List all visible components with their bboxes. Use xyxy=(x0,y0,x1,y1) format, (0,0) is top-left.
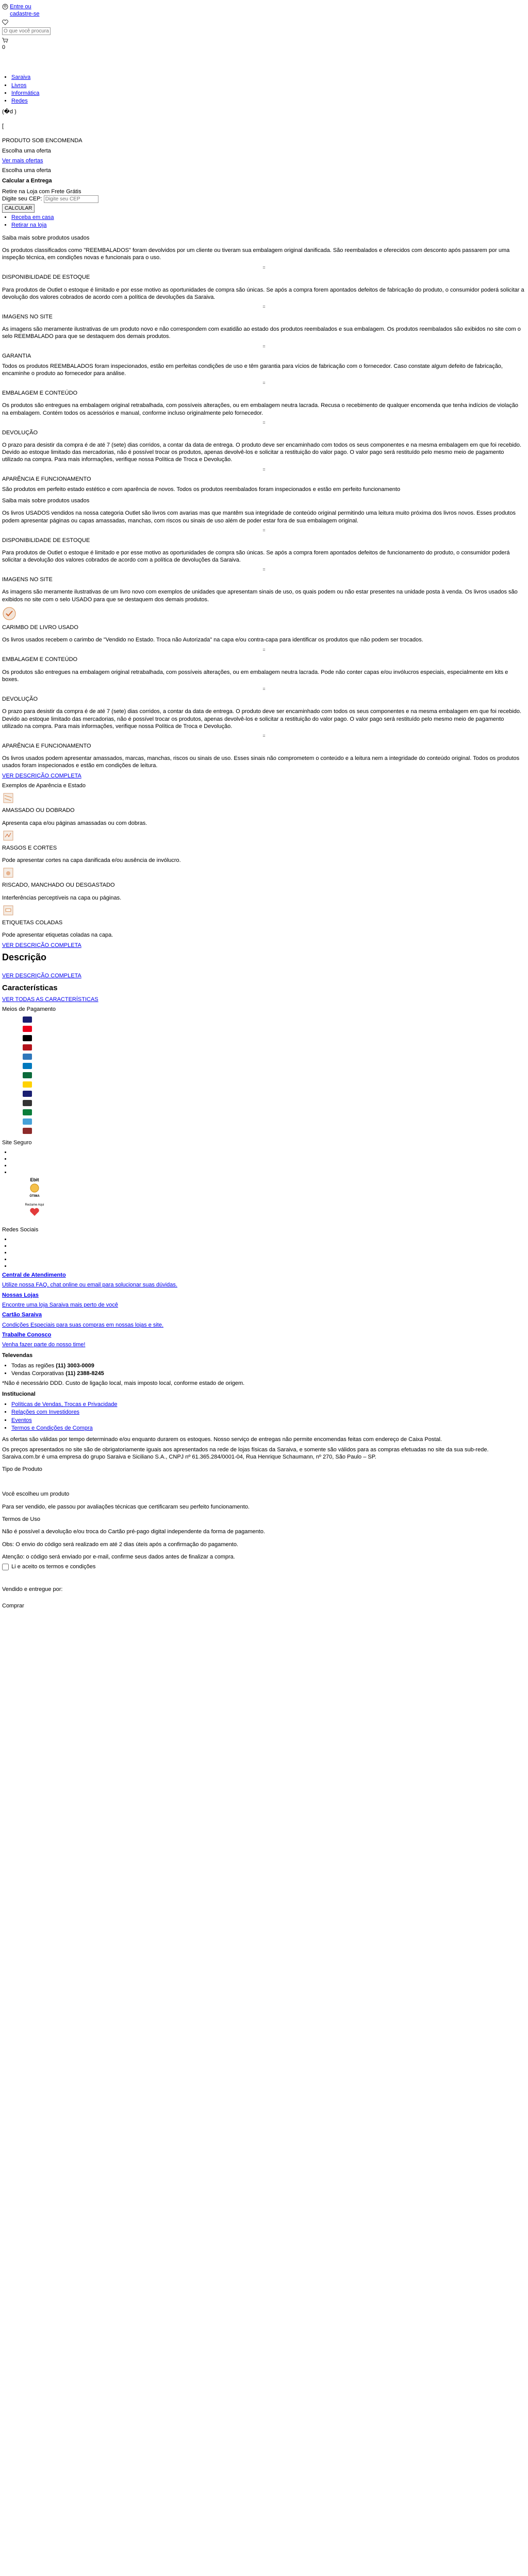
breadcrumb-item[interactable]: Redes xyxy=(11,98,28,105)
heart-seal-icon xyxy=(29,1208,40,1217)
terms-title: Termos de Uso xyxy=(2,1516,40,1523)
delivery-title: Calcular a Entrega xyxy=(2,178,52,184)
breadcrumb xyxy=(2,74,526,105)
telesales-item: • Todas as regiões (11) 3003-0009 xyxy=(11,1362,526,1369)
institutional-link[interactable]: Políticas de Vendas, Trocas e Privacidade xyxy=(11,1401,118,1408)
example-3-title: RISCADO, MANCHADO OU DESGASTADO xyxy=(2,882,115,889)
section-separator: = xyxy=(262,567,266,572)
social-youtube-icon[interactable] xyxy=(11,1256,526,1262)
calculate-button[interactable]: CALCULAR xyxy=(2,204,35,213)
evaluated-text: Para ser vendido, ele passou por avaliações técnicas que certificaram seu perfeito funcionamento. xyxy=(2,1503,250,1510)
reclame-aqui-label: Reclame Aqui xyxy=(25,1204,44,1207)
delivery-option-home[interactable]: Receba em casa xyxy=(11,214,54,221)
warranty-text: Todos os produtos REEMBALADOS foram inspecionados, estão em perfeitas condições de uso e têm garantia para vícios de fabricação com o fornecedor. Caso constate algum defeito de fabricação, encaminhe o produto ao fornecedor para análise. xyxy=(2,363,503,377)
legal-text-1: As ofertas são válidas por tempo determinado e/ou enquanto durarem os estoques. Nosso serviço de entregas não permite encomendas feitas com endereço de Caixa Postal. xyxy=(2,1436,442,1443)
offer-label: Escolha uma oferta xyxy=(2,147,51,154)
header xyxy=(2,3,526,105)
delivery-option-store[interactable]: Retirar na loja xyxy=(11,222,47,229)
used-info-title: Saiba mais sobre produtos usados xyxy=(2,234,90,241)
cart-count: 0 xyxy=(2,44,6,51)
ebit-seal-top: Ebit xyxy=(30,1177,39,1183)
section-separator: = xyxy=(262,304,266,310)
secure-list-item xyxy=(11,1149,526,1155)
attention-text: Atenção: o código será enviado por e-mail, confirme seus dados antes de finalizar a compra. xyxy=(2,1553,235,1560)
used-books-text: Os livros USADOS vendidos na nossa categoria Outlet são livros com avarias mas que mantêm sua integridade de conteúdo original permitindo uma leitura muito próxima dos livros novos. Esses produtos podem apresentar páginas ou capas amassadas, manchas, com riscos ou sinais de uso além de poder estar fora de sua embalagem original. xyxy=(2,510,516,524)
social-twitter-icon[interactable] xyxy=(11,1243,526,1249)
example-2-title: RASGOS E CORTES xyxy=(2,844,57,851)
section-separator: = xyxy=(262,380,266,386)
description-section xyxy=(2,952,526,980)
payment-logo-visa xyxy=(23,1016,32,1023)
section-separator: = xyxy=(262,466,266,472)
rating-paren-icon: ( xyxy=(2,108,4,115)
used-info-title-2: Saiba mais sobre produtos usados xyxy=(2,498,90,504)
example-4-title: ETIQUETAS COLADAS xyxy=(2,920,63,926)
stock-text-2: Para produtos de Outlet o estoque é limitado e por esse motivo as oportunidades de compra são únicas. Se após a compra forem apontados defeitos de funcionamento do produto, o consumidor poderá solicitar a devolução dos valores cobrados de acordo com a política de devoluções da Saraiva. xyxy=(2,549,510,564)
payment-logo-mastercard xyxy=(23,1026,32,1032)
accept-terms-checkbox[interactable] xyxy=(2,1564,9,1570)
characteristics-section xyxy=(2,983,526,1004)
torn-book-image xyxy=(2,830,15,841)
return-title-2: DEVOLUÇÃO xyxy=(2,696,38,702)
section-separator: = xyxy=(262,264,266,270)
label-book-image xyxy=(2,905,15,916)
social-title: Redes Sociais xyxy=(2,1226,39,1233)
sold-by-text: Vendido e entregue por: xyxy=(2,1586,63,1592)
institutional-link[interactable]: Termos e Condições de Compra xyxy=(11,1425,93,1431)
social-facebook-icon[interactable] xyxy=(11,1236,526,1242)
return-text: O prazo para desistir da compra é de até 7 (sete) dias corridos, a contar da data de entrega. O produto deve ser encaminhado com todos os seus componentes e na mesma embalagem em que foi recebido. Devido ao estoque limitado das mercadorias, não é possível trocar os produtos, apenas devolvê-los e solicitar a restituição do valor pago. O valor pago será restituído pelo mesmo meio de pagamento utilizado na compra. Para mais informações, verifique nossa Política de Troca e Devolução. xyxy=(2,442,522,463)
central-title[interactable]: Central de Atendimento xyxy=(2,1272,66,1279)
card-title[interactable]: Cartão Saraiva xyxy=(2,1312,42,1318)
images-text: As imagens são meramente ilustrativas de um produto novo e não correspondem com exatidão ao estado dos produtos reembalados e sua embalagem. Os produtos reembalados são exibidos no site com o selo REEMBALADO para que se destaquem dos demais produtos. xyxy=(2,326,521,340)
payment-logo-boleto xyxy=(23,1100,32,1106)
secure-list xyxy=(2,1149,526,1175)
terms-text-2: Obs: O envio do código será realizado em até 2 dias úteis após a confirmação do pagamento. xyxy=(2,1541,238,1548)
section-separator: = xyxy=(262,733,266,739)
payment-logo-jcb xyxy=(23,1072,32,1078)
crumpled-book-image xyxy=(2,792,15,804)
stamp-title: CARIMBO DE LIVRO USADO xyxy=(2,624,78,631)
stock-text: Para produtos de Outlet o estoque é limitado e por esse motivo as oportunidades de compra são únicas. Se após a compra forem apontados defeitos de fabricação do produto, o consumidor poderá solicitar a devolução dos valores cobrados de acordo com a política de devoluções da Saraiva. xyxy=(2,286,524,300)
cep-label: Digite seu CEP: xyxy=(2,196,42,202)
encomenda-label: PRODUTO SOB ENCOMENDA xyxy=(2,138,82,144)
institutional-link[interactable]: Relações com Investidores xyxy=(11,1409,80,1416)
payment-logo-diners xyxy=(23,1063,32,1069)
characteristics-title: Características xyxy=(2,983,58,992)
section-separator: = xyxy=(262,647,266,652)
telesales-list xyxy=(2,1362,526,1378)
offer-label-2: Escolha uma oferta xyxy=(2,167,51,174)
section-separator: = xyxy=(262,419,266,425)
payment-title: Meios de Pagamento xyxy=(2,1006,56,1013)
warranty-title: GARANTIA xyxy=(2,353,31,360)
buy-button[interactable]: Comprar xyxy=(2,1602,24,1609)
return-title: DEVOLUÇÃO xyxy=(2,429,38,436)
full-description-link-2[interactable]: VER DESCRIÇÃO COMPLETA xyxy=(2,942,81,948)
used-info-section xyxy=(2,234,526,949)
description-more-link[interactable]: VER DESCRIÇÃO COMPLETA xyxy=(2,973,81,979)
pickup-free-text: Retire na Loja com Frete Grátis xyxy=(2,188,81,195)
card-text[interactable]: Condições Especiais para suas compras em nossas lojas e site. xyxy=(2,1321,164,1328)
images-title-2: IMAGENS NO SITE xyxy=(2,577,53,583)
packaging-text: Os produtos são entregues na embalagem original retrabalhada, com possíveis alterações, ou em embalagem neutra lacrada. Recusa o recebimento de qualquer encomenda que tenha indícios de violação na embalagem. Contém todos os acessórios e manual, conforme incluso originalmente pelo fornecedor. xyxy=(2,402,518,416)
social-pinterest-icon[interactable] xyxy=(11,1263,526,1269)
description-title: Descrição xyxy=(2,952,47,962)
stamp-text: Os livros usados recebem o carimbo de "Vendido no Estado. Troca não Autorizada" na capa e/ou contra-capa para identificar os produtos que não podem ser trocados. xyxy=(2,637,423,643)
accept-terms-label[interactable]: Li e aceito os termos e condições xyxy=(11,1564,96,1570)
product-type-title: Tipo de Produto xyxy=(2,1466,42,1473)
delivery-options xyxy=(2,214,526,229)
user-icon xyxy=(2,4,8,10)
appearance-text-2: Os livros usados podem apresentar amassados, marcas, manchas, riscos ou sinais de uso. Esses sinais não comprometem o conteúdo e a leitura nem a integridade do conteúdo original. Todos os produtos usados foram inspecionados e estão em condições de leitura. xyxy=(2,755,520,769)
legal-text-2: Os preços apresentados no site são de obrigatoriamente iguais aos apresentados na rede de lojas físicas da Saraiva, e somente são válidos para as compras efetuadas no site da sua sub-rede. Saraiva.com.br é uma empresa do grupo Saraiva e Siciliano S.A., CNPJ nº 61.365.284/0001-04, Rua Henrique Schaumann, nº 270, São Paulo – SP. xyxy=(2,1446,489,1460)
payment-logo-american-express xyxy=(23,1054,32,1060)
secure-site-title: Site Seguro xyxy=(2,1139,32,1146)
jobs-text[interactable]: Venha fazer parte do nosso time! xyxy=(2,1342,86,1348)
packaging-title: EMBALAGEM E CONTEÚDO xyxy=(2,389,78,396)
packaging-title-2: EMBALAGEM E CONTEÚDO xyxy=(2,656,78,663)
price-bracket: [ xyxy=(2,123,4,129)
payment-logo-saraiva-card xyxy=(23,1128,32,1134)
section-separator: = xyxy=(262,343,266,349)
breadcrumb-item[interactable]: Livros xyxy=(11,82,27,89)
example-1-text: Apresenta capa e/ou páginas amassadas ou com dobras. xyxy=(2,820,147,826)
ebit-seal-bottom: ÓTIMA xyxy=(29,1194,40,1198)
heart-icon[interactable] xyxy=(2,20,8,25)
payment-logo-visa-electron xyxy=(23,1091,32,1097)
breadcrumb-item[interactable]: Saraiva xyxy=(11,74,31,81)
more-offers-link[interactable]: Ver mais ofertas xyxy=(2,157,43,164)
social-list xyxy=(2,1236,526,1269)
used-info-intro: Os produtos classificados como "REEMBALADOS" foram devolvidos por um cliente ou tiveram sua embalagem original danificada. São reembalados e oferecidos com desconto após passarem por uma inspeção técnica, em condições novas e funcionais para o uso. xyxy=(2,247,510,261)
characteristics-link[interactable]: VER TODAS AS CARACTERÍSTICAS xyxy=(2,996,98,1003)
chosen-product-text: Você escolheu um produto xyxy=(2,1491,70,1498)
appearance-text: São produtos em perfeito estado estético e com aparência de novos. Todos os produtos reembalados foram inspecionados e estão em perfeito funcionamento xyxy=(2,486,401,493)
secure-list-item xyxy=(11,1156,526,1162)
medal-icon xyxy=(29,1183,40,1193)
social-instagram-icon[interactable] xyxy=(11,1249,526,1256)
institutional-title: Institucional xyxy=(2,1391,36,1397)
telesales-title: Televendas xyxy=(2,1352,33,1359)
payment-logo-aura xyxy=(23,1081,32,1088)
section-separator: = xyxy=(262,527,266,533)
ebit-seal[interactable] xyxy=(23,1177,46,1198)
section-separator: = xyxy=(262,686,266,692)
stores-text[interactable]: Encontre uma loja Saraiva mais perto de você xyxy=(2,1302,119,1309)
cep-input[interactable] xyxy=(44,195,98,203)
search-input[interactable] xyxy=(2,27,51,35)
appearance-title: APARÊNCIA E FUNCIONAMENTO xyxy=(2,476,91,483)
stock-title: DISPONIBILIDADE DE ESTOQUE xyxy=(2,274,90,281)
images-text-2: As imagens são meramente ilustrativas de um livro novo com exemplos de unidades que apresentam sinais de uso, os quais podem ou não estar presentes na unidade posta à venda. Os livros usados são exibidos no site com o selo USADO para que se destaquem dos demais produtos. xyxy=(2,589,518,603)
packaging-text-2: Os produtos são entregues na embalagem original retrabalhada, com possíveis alterações, ou em embalagem neutra lacrada. Pode não conter capas e/ou invólucros especiais, especialmente em kits e boxes. xyxy=(2,669,508,683)
rating-close: d ) xyxy=(9,108,16,115)
login-text[interactable]: Entre ou cadastre-se xyxy=(10,4,40,18)
telesales-note: *Não é necessário DDD. Custo de ligação local, mais imposto local, conforme estado de origem. xyxy=(2,1380,245,1387)
payment-logo-vale xyxy=(23,1118,32,1125)
institutional-link[interactable]: Eventos xyxy=(11,1417,32,1423)
jobs-title[interactable]: Trabalhe Conosco xyxy=(2,1331,52,1338)
example-1-title: AMASSADO OU DOBRADO xyxy=(2,807,75,814)
return-text-2: O prazo para desistir da compra é de até 7 (sete) dias corridos, a contar da data de entrega. O produto deve ser encaminhado com todos os seus componentes e na mesma embalagem em que foi recebido. Devido ao estoque limitado das mercadorias, não é possível trocar os produtos, apenas devolvê-los e solicitar a restituição do valor pago. O valor pago será restituído pelo mesmo meio de pagamento utilizado na compra. Para mais informações, verifique nossa Política de Troca e Devolução. xyxy=(2,708,522,730)
examples-title: Exemplos de Aparência e Estado xyxy=(2,782,86,789)
full-description-link[interactable]: VER DESCRIÇÃO COMPLETA xyxy=(2,772,81,779)
secure-list-item xyxy=(11,1162,526,1168)
images-title: IMAGENS NO SITE xyxy=(2,313,53,320)
institutional-list xyxy=(2,1401,526,1432)
example-4-text: Pode apresentar etiquetas coladas na capa. xyxy=(2,932,113,939)
appearance-title-2: APARÊNCIA E FUNCIONAMENTO xyxy=(2,742,91,749)
stores-title[interactable]: Nossas Lojas xyxy=(2,1292,39,1298)
payment-logo-débito xyxy=(23,1109,32,1115)
payment-logo-hipercard xyxy=(23,1044,32,1050)
payment-methods xyxy=(2,1016,526,1134)
footer xyxy=(2,1006,526,1609)
telesales-item: • Vendas Corporativas (11) 2388-8245 xyxy=(11,1370,526,1377)
stamp-icon xyxy=(2,606,16,621)
breadcrumb-item[interactable]: Informática xyxy=(11,90,40,97)
cart-icon[interactable] xyxy=(2,38,8,43)
reclame-aqui-seal[interactable] xyxy=(23,1204,46,1219)
secure-list-item xyxy=(11,1169,526,1175)
stock-title-2: DISPONIBILIDADE DE ESTOQUE xyxy=(2,537,90,544)
buy-box xyxy=(2,108,526,229)
terms-text-1: Não é possível a devolução e/ou troca do Cartão pré-pago digital independente da forma de pagamento. xyxy=(2,1529,266,1535)
star-icon: � xyxy=(4,108,10,115)
login-link[interactable] xyxy=(2,3,526,18)
payment-logo-elo xyxy=(23,1035,32,1041)
central-text[interactable]: Utilize nossa FAQ, chat online ou email para solucionar suas dúvidas. xyxy=(2,1282,177,1289)
example-2-text: Pode apresentar cortes na capa danificada e/ou ausência de invólucro. xyxy=(2,857,181,864)
example-3-text: Interferências perceptíveis na capa ou páginas. xyxy=(2,894,122,901)
stained-book-image xyxy=(2,867,15,878)
